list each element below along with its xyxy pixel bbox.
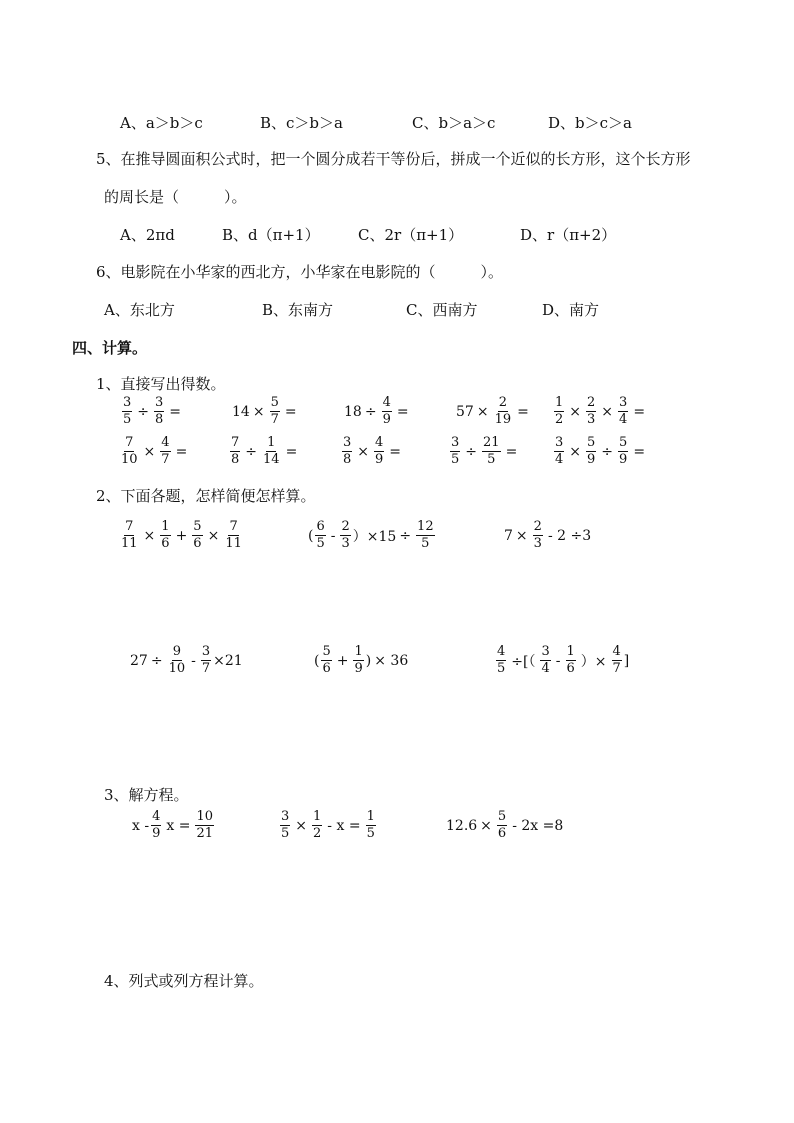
fraction: $\frac{3}{7}$ <box>201 644 211 676</box>
expr-b4: $\frac{3}{5}$ ÷ $\frac{21}{5}$ = <box>451 435 518 467</box>
sub-3-heading: 3、解方程。 <box>104 786 189 804</box>
equation-1: x - 4 9 x = $\frac{10}{21}$ <box>132 809 213 841</box>
fraction: $\frac{10}{21}$ <box>196 809 213 841</box>
expr-b1: $\frac{7}{10}$ × $\frac{4}{7}$ = <box>121 435 188 467</box>
fraction: $\frac{9}{10}$ <box>168 644 186 676</box>
fraction: $\frac{12}{5}$ <box>417 519 434 551</box>
fraction: $\frac{7}{11}$ <box>121 519 138 551</box>
q6-option-a: A、东北方 <box>104 301 175 319</box>
q4-option-c: C、b＞a＞c <box>412 114 496 132</box>
q6-option-c: C、西南方 <box>406 301 478 319</box>
section-4-heading: 四、计算。 <box>72 339 148 357</box>
expr-b3: $\frac{3}{8}$ × $\frac{4}{9}$ = <box>343 435 402 467</box>
fraction: $\frac{2}{3}$ <box>587 395 596 427</box>
sub-1-heading: 1、直接写出得数。 <box>96 375 226 393</box>
q5-line1: 5、在推导圆面积公式时，把一个圆分成若干等份后，拼成一个近似的长方形，这个长方形 <box>96 150 691 168</box>
q5-option-b: B、d（π+1） <box>222 226 320 244</box>
q6-text: 6、电影院在小华家的西北方，小华家在电影院的（ ）。 <box>96 263 504 281</box>
fraction: $\frac{3}{4}$ <box>619 395 628 427</box>
fraction: $\frac{1}{14}$ <box>263 435 280 467</box>
fraction: $\frac{1}{2}$ <box>555 395 564 427</box>
fraction: $\frac{21}{5}$ <box>483 435 500 467</box>
fraction: $\frac{7}{10}$ <box>121 435 138 467</box>
fraction: $\frac{1}{9}$ <box>354 644 363 676</box>
sub-4-heading: 4、列式或列方程计算。 <box>104 972 264 990</box>
expr-c2: ( 6 5 - 2 3 ）×15 ÷ $\frac{12}{5}$ <box>308 519 434 551</box>
q5-option-d: D、r（π+2） <box>520 226 617 244</box>
fraction: $\frac{4}{7}$ <box>612 644 621 676</box>
q6-option-d: D、南方 <box>542 301 600 319</box>
fraction: $\frac{1}{6}$ <box>161 519 170 551</box>
expr-a5: $\frac{1}{2}$ × $\frac{2}{3}$ × $\frac{3}{4}$ = <box>555 395 646 427</box>
expr-a3: 18 ÷ $\frac{4}{9}$ = <box>344 395 409 427</box>
fraction: 3 4 <box>541 644 550 676</box>
q5-line2: 的周长是（ ）。 <box>104 188 247 206</box>
fraction: $\frac{4}{5}$ <box>497 644 506 676</box>
fraction: $\frac{7}{8}$ <box>231 435 240 467</box>
fraction: $\frac{3}{5}$ <box>451 435 460 467</box>
fraction: $\frac{5}{6}$ <box>193 519 202 551</box>
fraction: $\frac{5}{9}$ <box>619 435 628 467</box>
q5-option-a: A、2πd <box>120 226 175 244</box>
fraction: 6 5 <box>316 519 325 551</box>
fraction: $\frac{3}{5}$ <box>123 395 132 427</box>
fraction: 1 6 <box>566 644 575 676</box>
fraction: $\frac{3}{4}$ <box>555 435 564 467</box>
fraction: $\frac{2}{3}$ <box>533 519 542 551</box>
fraction: $\frac{3}{5}$ <box>281 809 290 841</box>
q4-option-d: D、b＞c＞a <box>548 114 632 132</box>
fraction: $\frac{4}{9}$ <box>375 435 384 467</box>
fraction: $\frac{4}{7}$ <box>161 435 170 467</box>
fraction: $\frac{3}{8}$ <box>155 395 164 427</box>
expr-d2: ( 5 6 + $\frac{1}{9}$ ) × 36 <box>314 644 409 676</box>
equation-3: 12.6 × $\frac{5}{6}$ - 2x =8 <box>446 809 564 841</box>
fraction: $\frac{5}{6}$ <box>497 809 507 841</box>
fraction: 4 9 <box>152 809 161 841</box>
fraction: $\frac{2}{19}$ <box>494 395 512 427</box>
expr-a1: $\frac{3}{5}$ ÷ $\frac{3}{8}$ = <box>123 395 182 427</box>
q4-option-b: B、c＞b＞a <box>260 114 343 132</box>
expr-c1: $\frac{7}{11}$ × $\frac{1}{6}$ + $\frac{5}{6}$ × $\frac{7}{11}$ <box>121 519 242 551</box>
equation-2: $\frac{3}{5}$ × $\frac{1}{2}$ - x = $\frac{1}{5}$ <box>281 809 375 841</box>
fraction: 2 3 <box>341 519 350 551</box>
expr-b5: $\frac{3}{4}$ × $\frac{5}{9}$ ÷ $\frac{5}{9}$ = <box>555 435 646 467</box>
fraction: $\frac{1}{2}$ <box>313 809 322 841</box>
expr-c3: 7 × $\frac{2}{3}$ - 2 ÷3 <box>504 519 592 551</box>
fraction: $\frac{3}{8}$ <box>343 435 352 467</box>
q5-option-c: C、2r（π+1） <box>358 226 464 244</box>
fraction: 5 6 <box>322 644 331 676</box>
expr-a2: 14 × $\frac{5}{7}$ = <box>232 395 297 427</box>
sub-2-heading: 2、下面各题，怎样简便怎样算。 <box>96 487 316 505</box>
expr-d1: 27 ÷ $\frac{9}{10}$ - $\frac{3}{7}$ ×21 <box>130 644 243 676</box>
fraction: $\frac{1}{5}$ <box>366 809 375 841</box>
fraction: $\frac{4}{9}$ <box>382 395 391 427</box>
fraction: $\frac{5}{9}$ <box>587 435 596 467</box>
q4-option-a: A、a＞b＞c <box>120 114 203 132</box>
expr-a4: 57 × $\frac{2}{19}$ = <box>456 395 529 427</box>
fraction: $\frac{5}{7}$ <box>270 395 279 427</box>
expr-d3: $\frac{4}{5}$ ÷[（ 3 4 - 1 6 ）× $\frac{4}{7}$ ] <box>497 644 630 676</box>
expr-b2: $\frac{7}{8}$ ÷ $\frac{1}{14}$ = <box>231 435 298 467</box>
fraction: $\frac{7}{11}$ <box>225 519 242 551</box>
q6-option-b: B、东南方 <box>262 301 334 319</box>
